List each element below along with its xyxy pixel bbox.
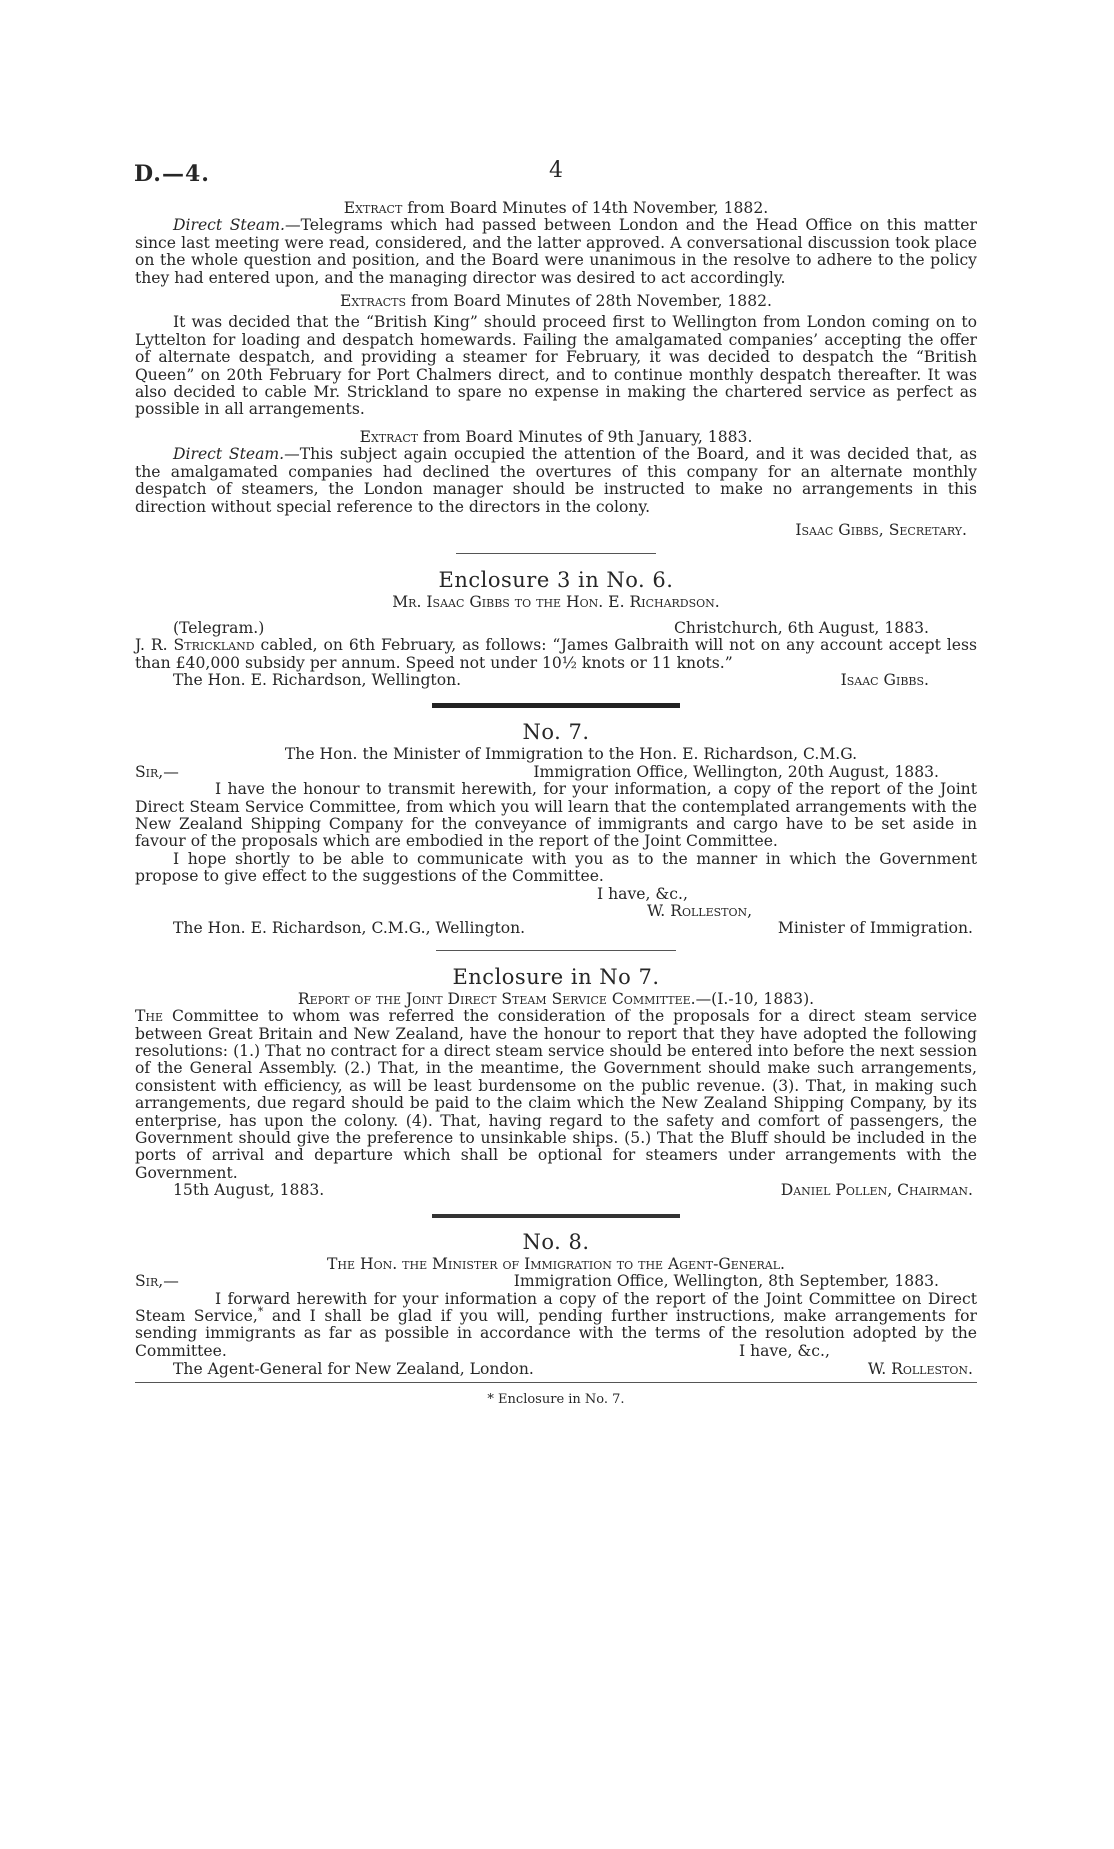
no7-office: Minister of Immigration. — [777, 919, 973, 938]
no7-place-date: Immigration Office, Wellington, 20th August, 1883. — [533, 762, 939, 781]
footnote: * Enclosure in No. 7. — [487, 1391, 625, 1407]
section-rule — [432, 1214, 680, 1218]
no7-salutation: Sir,— — [135, 762, 179, 781]
enclosure3-meta — [135, 620, 977, 637]
no7-addressee: The Hon. E. Richardson, C.M.G., Wellington. — [173, 919, 526, 938]
no8-salutation: Sir,— — [135, 1272, 179, 1291]
no8-addressee: The Agent-General for New Zealand, London. — [173, 1359, 534, 1378]
no7-heading: No. 7. — [522, 720, 590, 745]
extract2-title: Extracts from Board Minutes of 28th November, 1882. — [339, 292, 772, 311]
extract1-body: Direct Steam.—Telegrams which had passed between London and the Head Office on this matter since last meeting were read, considered, and the latter approved. A conversational discussion took place on the whole question and position, and the Board were unanimous in the resolve to adhere to the policy they had entered upon, and the managing director was desired to act accordingly. — [135, 216, 977, 287]
no8-footer — [135, 1361, 977, 1378]
footnote-marker: * — [257, 1304, 264, 1318]
page-header — [135, 160, 977, 190]
enclosure7-subtitle: Report of the Joint Direct Steam Service Committee.—(I.-10, 1883). — [297, 989, 815, 1008]
extract3-title: Extract from Board Minutes of 9th January, 1883. — [359, 427, 753, 446]
page-number: 4 — [549, 158, 563, 183]
extract3-body: Direct Steam.—This subject again occupied the attention of the Board, and it was decided that, as the amalgamated companies had declined the overtures of this company for an alternate monthly despatch of steamers, the London manager should be instructed to make no arrangements in this direction without special reference to the directors in the colony. — [135, 445, 977, 516]
no8-meta — [135, 1273, 977, 1290]
enclosure3-heading: Enclosure 3 in No. 6. — [438, 568, 674, 593]
enclosure7-footer — [135, 1182, 977, 1199]
no7-signatory: W. Rolleston, — [647, 902, 753, 920]
no8-signatory: W. Rolleston. — [867, 1359, 973, 1378]
no7-meta — [135, 764, 977, 781]
section-rule — [432, 703, 680, 708]
no7-para2: I hope shortly to be able to communicate with you as to the manner in which the Government propose to give effect to the suggestions of the Committee. — [135, 849, 977, 886]
document-reference: D.—4. — [134, 161, 210, 187]
divider — [456, 553, 656, 554]
extract2-body: It was decided that the “British King” should proceed first to Wellington from London coming on to Lyttelton for loading and despatch homewards. Failing the amalgamated companies’ accepting the offer of alternate despatch, and providing a steamer for February, it was decided to despatch the “British Queen” on 20th February for Port Chalmers direct, and to continue monthly despatch thereafter. It was also decided to cable Mr. Strickland to spare no expense in making the chartered service as perfect as possible in all arrangements. — [135, 313, 977, 419]
no8-closing: I have, &c., — [739, 1342, 830, 1361]
enclosure3-place-date: Christchurch, 6th August, 1883. — [674, 618, 929, 637]
enclosure7-heading: Enclosure in No 7. — [452, 964, 660, 989]
divider — [436, 950, 676, 951]
enclosure3-subtitle: Mr. Isaac Gibbs to the Hon. E. Richardson. — [392, 593, 720, 612]
no7-closing: I have, &c., — [597, 884, 688, 903]
no7-subtitle: The Hon. the Minister of Immigration to the Hon. E. Richardson, C.M.G. — [284, 745, 858, 764]
enclosure7-signature: Daniel Pollen, Chairman. — [780, 1181, 973, 1200]
telegram-label: (Telegram.) — [173, 618, 265, 637]
enclosure3-footer — [135, 672, 977, 689]
enclosure7-date: 15th August, 1883. — [173, 1181, 325, 1200]
no8-subtitle: The Hon. the Minister of Immigration to the Agent-General. — [327, 1254, 785, 1273]
enclosure7-body: The Committee to whom was referred the consideration of the proposals for a direct steam service between Great Britain and New Zealand, have the honour to report that they have adopted the following resolutions: (1.) That no contract for a direct steam service should be entered into before the next session of the General Assembly. (2.) That, in the meantime, the Government should make such arrangements, consistent with efficiency, as will be least burdensome on the public revenue. (3). That, in making such arrangements, due regard should be paid to the claim which the New Zealand Shipping Company, by its enterprise, has upon the colony. (4). That, having regard to the safety and comfort of passengers, the Government should give the preference to unsinkable ships. (5.) That the Bluff should be included in the ports of arrival and departure which shall be optional for steamers under arrangements with the Government. — [135, 1007, 977, 1182]
no8-body: I forward herewith for your information a copy of the report of the Joint Committee on Direct Steam Service,* and I shall be glad if you will, pending further instructions, make arrangements for sending immigrants as far as possible in accordance with the terms of the resolution adopted by the Committee. — [135, 1289, 977, 1360]
enclosure3-signature: Isaac Gibbs. — [840, 670, 929, 689]
footnote-rule — [135, 1382, 977, 1383]
enclosure3-body: J. R. Strickland cabled, on 6th February, as follows: “James Galbraith will not on any account accept less than £40,000 subsidy per annum. Speed not under 10½ knots or 11 knots.” — [135, 636, 977, 672]
no7-footer — [135, 920, 977, 937]
no8-place-date: Immigration Office, Wellington, 8th September, 1883. — [513, 1272, 939, 1291]
enclosure3-addressee: The Hon. E. Richardson, Wellington. — [173, 670, 462, 689]
document-page — [135, 160, 977, 1408]
no8-heading: No. 8. — [522, 1229, 590, 1254]
extract3-signature: Isaac Gibbs, Secretary. — [795, 520, 967, 539]
no7-para1: I have the honour to transmit herewith, for your information, a copy of the report of the Joint Direct Steam Service Committee, from which you will learn that the contemplated arrangements with the New Zealand Shipping Company for the conveyance of immigrants and cargo have to be set aside in favour of the proposals which are embodied in the report of the Joint Committee. — [135, 780, 977, 851]
extract1-title: Extract from Board Minutes of 14th November, 1882. — [343, 199, 769, 217]
